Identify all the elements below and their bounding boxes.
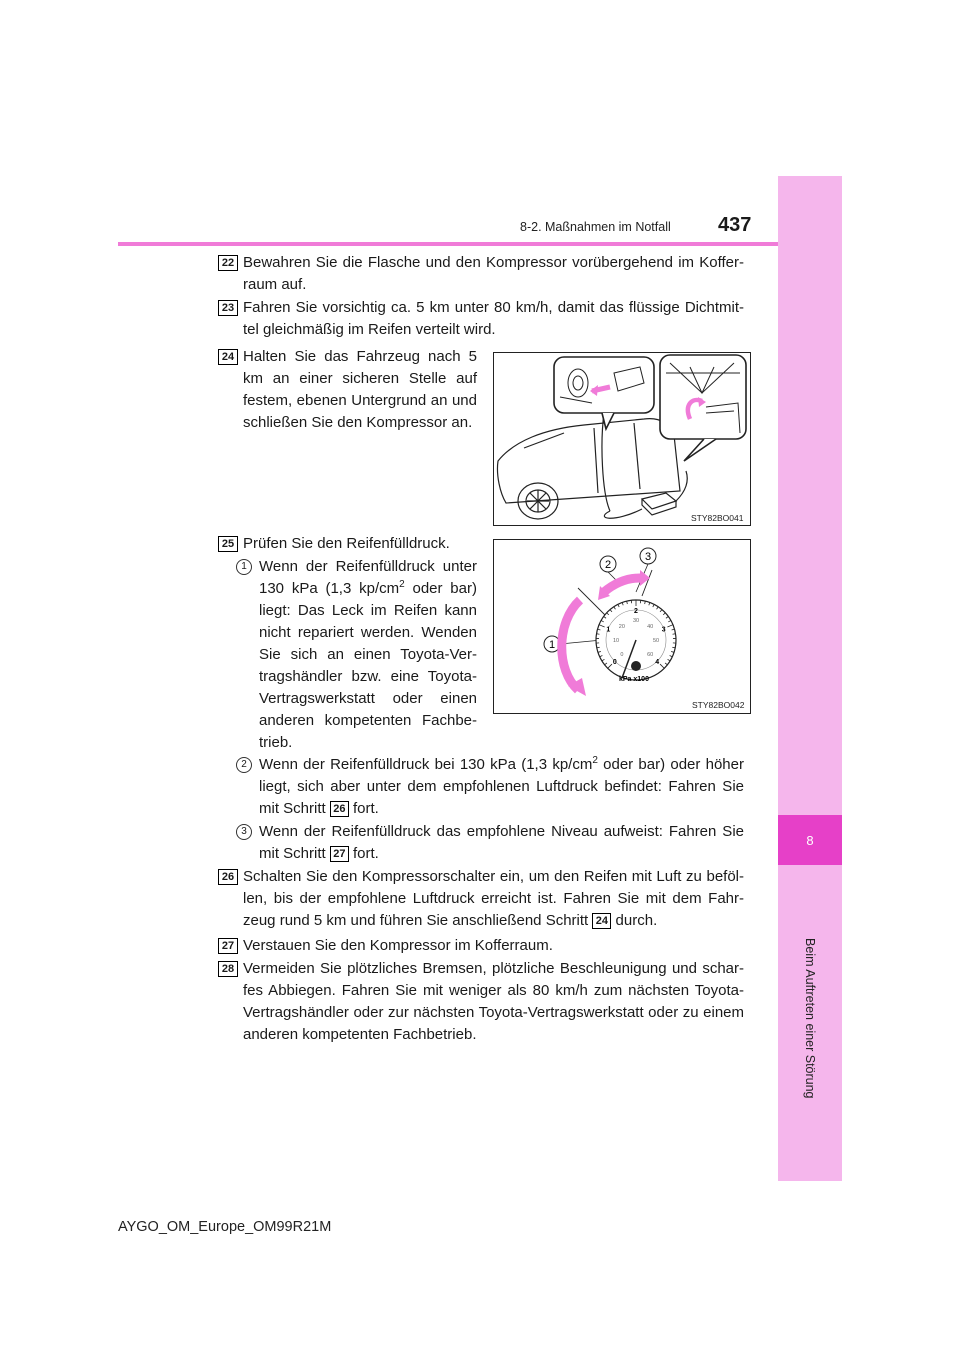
sub-2-text-c: fort.: [348, 800, 379, 817]
step-22-text: Bewahren Sie die Flasche und den Kompressor vorübergehend im Koffer- raum auf.: [243, 254, 744, 293]
step-23-text: Fahren Sie vorsichtig ca. 5 km unter 80 km/h, damit das flüssige Dichtmit- tel gleichmäßig im Reifen verteilt wird.: [243, 299, 744, 338]
chapter-title-container: [795, 868, 825, 1168]
pressure-gauge-illustration: [494, 540, 750, 713]
gauge-inner-label: 20: [618, 623, 625, 630]
gauge-outer-label: 2: [634, 608, 638, 615]
sub-marker-2: 2: [236, 757, 252, 773]
compressor-car-illustration: [494, 353, 750, 525]
gauge-unit-label: kPa x100: [619, 676, 649, 683]
document-id: AYGO_OM_Europe_OM99R21M: [118, 1219, 332, 1235]
sub-2-text-b: oder bar) oder höher liegt, sich aber unter dem empfohlenen Luftdruck befindet: Fahren Sie mit Schritt: [259, 756, 744, 817]
figure-2-code: STY82BO042: [692, 700, 745, 710]
step-badge-22: 22: [218, 255, 238, 271]
step-badge-27: 27: [218, 938, 238, 954]
gauge-outer-label: 3: [661, 626, 666, 634]
step-badge-25: 25: [218, 536, 238, 552]
step-badge-26: 26: [218, 869, 238, 885]
sub-3-text-c: fort.: [348, 845, 379, 862]
chapter-tab-upper: [778, 176, 842, 816]
gauge-inner-label: 40: [647, 623, 654, 630]
sub-3-text-a: Wenn der Reifenfülldruck das empfohlene Niveau aufweist: Fahren Sie mit Schritt: [259, 823, 744, 862]
gauge-inner-label: 10: [612, 638, 620, 644]
gauge-inner-label: 30: [632, 618, 640, 624]
step-ref-27[interactable]: 27: [330, 846, 349, 862]
callout-2: 2: [604, 559, 612, 571]
step-badge-23: 23: [218, 300, 238, 316]
step-26-text-a: Schalten Sie den Kompressorschalter ein, um den Reifen mit Luft zu beföl- len, bis der empfohlene Luftdruck erreicht ist. Fahren Sie mit dem Fahr- zeug rund 5 km und führen Sie anschließend Schritt: [243, 868, 744, 929]
step-ref-26[interactable]: 26: [330, 801, 349, 817]
sub-2-text: [259, 754, 744, 820]
chapter-number: 8: [806, 832, 814, 848]
step-26-text: [243, 866, 744, 932]
figure-1-code: STY82BO041: [691, 513, 744, 523]
chapter-title: Beim Auftreten einer Störung: [803, 937, 817, 1099]
step-27-text: Verstauen Sie den Kompressor im Kofferraum.: [243, 937, 553, 954]
step-badge-28: 28: [218, 961, 238, 977]
sub-2-sup: 2: [592, 755, 598, 766]
step-ref-24[interactable]: 24: [592, 913, 611, 929]
gauge-outer-label: 1: [606, 626, 611, 634]
section-title: 8-2. Maßnahmen im Notfall: [520, 220, 671, 234]
gauge-inner-label: 0: [620, 652, 624, 659]
figure-pressure-gauge: [493, 539, 751, 714]
figure-compressor-connection: [493, 352, 751, 526]
gauge-outer-label: 0: [612, 659, 617, 667]
step-25-text: Prüfen Sie den Reifenfülldruck.: [243, 535, 450, 552]
sub-1-text: [259, 556, 477, 754]
gauge-inner-label: 50: [652, 638, 660, 644]
step-26-text-c: durch.: [611, 912, 658, 929]
header-rule: [118, 242, 778, 246]
sub-1-text-b: oder bar) liegt: Das Leck im Reifen kann nicht repariert werden. Wenden Sie sich an einen Toyota-Ver- tragshändler bzw. eine Toyota- Vertragswerkstatt oder einen anderen kompetenten Fachbe- trieb.: [259, 580, 477, 751]
step-24-text: Halten Sie das Fahrzeug nach 5 km an einer sicheren Stelle auf festem, ebenen Untergrund an und schließen Sie den Kompressor an.: [243, 348, 477, 431]
sub-1-text-a: Wenn der Reifenfülldruck unter 130 kPa (1,3 kp/cm: [259, 558, 477, 597]
step-badge-24: 24: [218, 349, 238, 365]
step-28-text: Vermeiden Sie plötzliches Bremsen, plötzliche Beschleunigung und schar- fes Abbiegen. Fahren Sie mit weniger als 80 km/h zum nächsten Toyota- Vertragshändler oder zur nächsten Toyota-Vertragswerkstatt oder zu einem anderen kompetenten Fachbetrieb.: [243, 960, 744, 1043]
page-number: 437: [718, 214, 752, 236]
callout-3: 3: [644, 551, 652, 563]
sub-1-sup: 2: [399, 579, 405, 590]
gauge-outer-label: 4: [655, 659, 660, 667]
sub-marker-1: 1: [236, 559, 252, 575]
sub-3-text: [259, 821, 744, 865]
sub-marker-3: 3: [236, 824, 252, 840]
callout-1: 1: [548, 639, 556, 651]
chapter-number-tab[interactable]: [778, 815, 842, 865]
sub-2-text-a: Wenn der Reifenfülldruck bei 130 kPa (1,3 kp/cm: [259, 756, 593, 773]
gauge-inner-label: 60: [647, 652, 654, 659]
